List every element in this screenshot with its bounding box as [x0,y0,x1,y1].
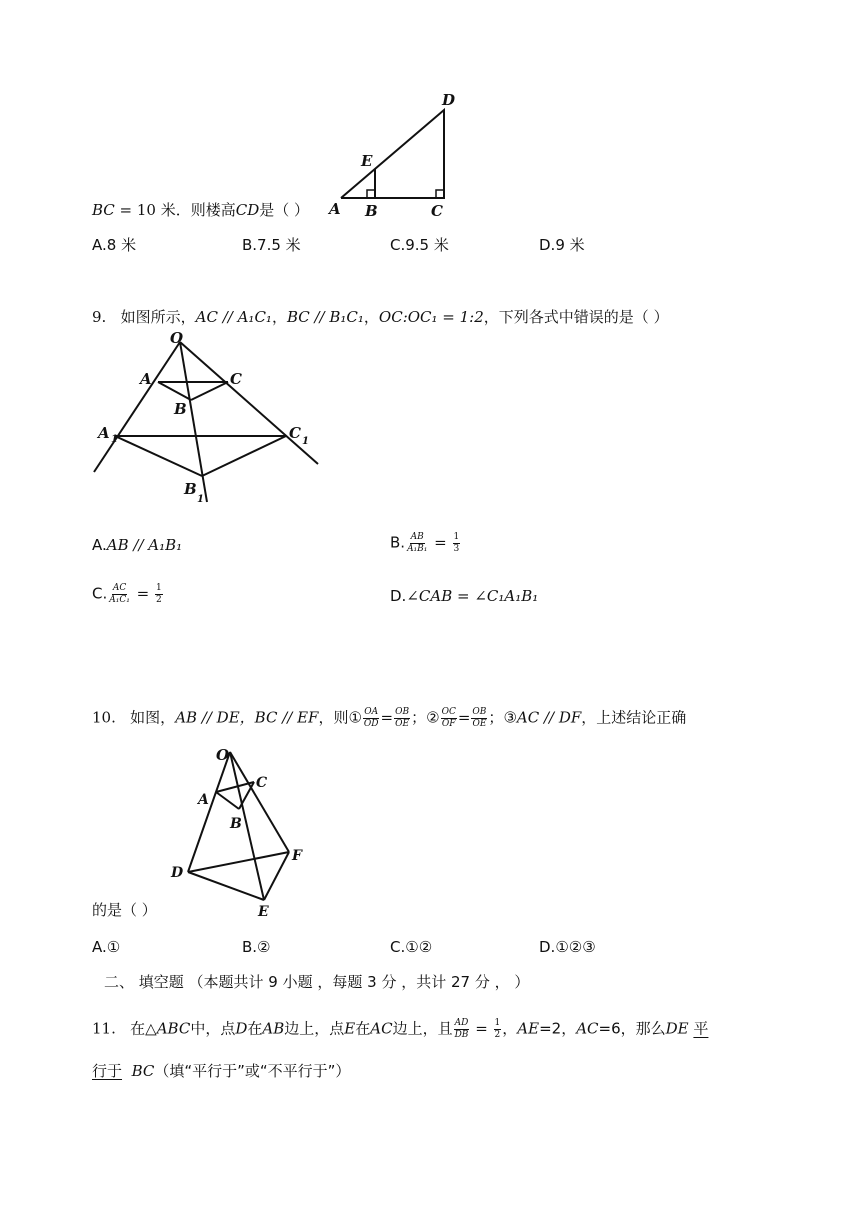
q11-line2: 行于 BC（填“平行于”或“不平行于”） [92,1062,351,1080]
q9-label-b: B [174,400,187,418]
q10-figure [168,742,318,922]
q10-option-c[interactable]: C.①② [390,938,433,956]
q11-answer-part1: 平 [693,1019,709,1038]
q9-option-d[interactable]: D.∠CAB = ∠C₁A₁B₁ [390,587,539,605]
q10-option-b[interactable]: B.② [242,938,271,956]
q8-label-c: C [431,202,443,220]
q9-label-a1-sub: 1 [111,434,118,445]
q8-label-a: A [329,200,341,218]
q11-answer-part2: 行于 [92,1062,123,1080]
q8-stem: BC = 10 米．则楼高CD是（ ） [92,201,310,219]
q10-label-o: O [216,746,230,764]
q8-figure [325,88,465,223]
q9-label-c: C [230,370,242,388]
q9-label-c1: C [289,424,301,442]
q9-label-a1: A [98,424,110,442]
q10-option-a[interactable]: A.① [92,938,121,956]
q9-label-b1: B [184,480,197,498]
section-2-title: 二、 填空题 （本题共计 9 小题 ，每题 3 分 ，共计 27 分 ， ） [104,973,530,991]
q10-label-c: C [256,775,268,791]
q8-option-c[interactable]: C.9.5 米 [390,236,449,254]
q11-line1: 11. 在△ABC中，点D在AB边上，点E在AC边上，且 $\frac{AD}{DB}$ = $\frac{1}{2}$ ，AE=2，AC=6，那么DE 平 [92,1018,709,1040]
q8-label-d: D [442,91,456,109]
q8-label-b: B [365,202,378,220]
q9-label-o: O [170,329,184,347]
q9-label-a: A [140,370,152,388]
q8-option-a[interactable]: A.8 米 [92,236,137,254]
q10-label-e: E [258,904,269,920]
q8-option-b[interactable]: B.7.5 米 [242,236,301,254]
q9-option-b[interactable]: B. $\frac{AB}{\text{A₁B₁}}$ = $\frac{1}{3}$ [390,532,460,554]
q10-label-b: B [230,816,242,832]
q10-option-d[interactable]: D.①②③ [539,938,596,956]
q10-label-f: F [292,848,302,864]
q8-label-e: E [361,152,373,170]
q10-stem: 10. 如图，AB // DE，BC // EF，则① $\frac{OA}{OD}$ = $\frac{OB}{OE}$ ；② $\frac{OC}{OF}$ = $\frac{OB}{OE}$ ；③AC // DF，上述结论正确 [92,707,687,729]
q8-option-d[interactable]: D.9 米 [539,236,585,254]
q9-option-c[interactable]: C. $\frac{AC}{\text{A₁C₁}}$ = $\frac{1}{2}$ [92,583,162,605]
q9-figure [88,326,328,508]
q10-stem-end: 的是（ ） [92,901,157,919]
q10-label-a: A [198,792,209,808]
q9-stem: 9. 如图所示，AC // A₁C₁，BC // B₁C₁，OC:OC₁ = 1:2，下列各式中错误的是（ ） [92,308,669,326]
q9-label-c1-sub: 1 [302,436,309,447]
q9-label-b1-sub: 1 [197,494,204,505]
q9-option-a[interactable]: A.AB // A₁B₁ [92,536,183,554]
q10-label-d: D [171,865,184,881]
